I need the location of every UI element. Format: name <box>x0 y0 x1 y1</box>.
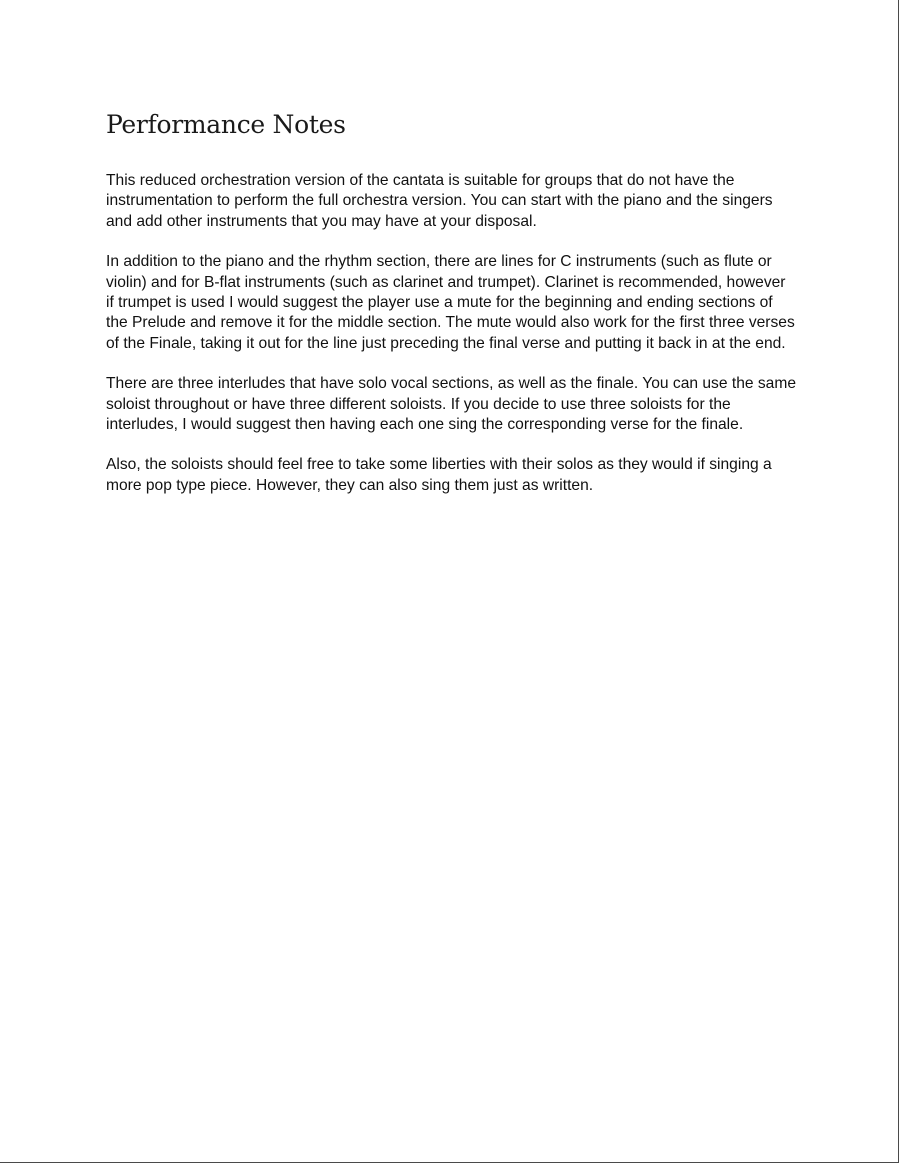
page-title: Performance Notes <box>106 110 346 139</box>
paragraph-liberties: Also, the soloists should feel free to take some liberties with their solos as they would if singing a more pop type piece. However, they can also sing them just as written. <box>106 456 772 494</box>
paragraph-instrumentation: In addition to the piano and the rhythm section, there are lines for C instruments (such as flute or violin) and for B-flat instruments (such as clarinet and trumpet). Clarinet is recommended, however if trumpet is used I would suggest the player use a mute for the beginning and ending sections of the Prelude and remove it for the middle section. The mute would also work for the first three verses of the Finale, taking it out for the line just preceding the final verse and putting it back in at the end. <box>106 253 795 352</box>
document-content <box>106 108 796 516</box>
paragraph-soloists: There are three interludes that have solo vocal sections, as well as the finale. You can use the same soloist throughout or have three different soloists. If you decide to use three soloists for the interludes, I would suggest then having each one sing the corresponding verse for the finale. <box>106 375 796 434</box>
paragraph-intro: This reduced orchestration version of the cantata is suitable for groups that do not have the instrumentation to perform the full orchestra version. You can start with the piano and the singers and add other instruments that you may have at your disposal. <box>106 172 773 230</box>
